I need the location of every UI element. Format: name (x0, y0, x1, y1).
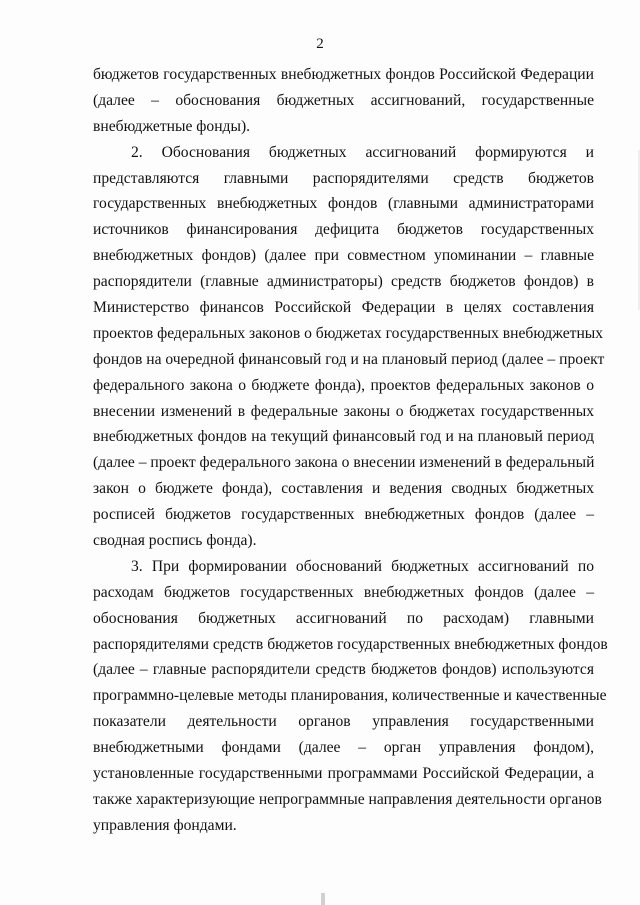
text-line: (далее – обоснования бюджетных ассигнований, государственные (93, 91, 594, 109)
text-line: также характеризующие непрограммные направления деятельности органов (93, 790, 602, 808)
paragraph (93, 554, 608, 839)
text-line: внебюджетные фонды). (93, 117, 251, 135)
text-line: распорядители (главные администраторы) средств бюджетов фондов) в (93, 273, 594, 291)
text-line: бюджетов государственных внебюджетных фондов Российской Федерации (93, 66, 594, 83)
text-line: распорядителями средств бюджетов государственных внебюджетных фондов (93, 635, 608, 653)
text-line: внесении изменений в федеральные законы о бюджетах государственных (93, 402, 594, 420)
text-line: управления фондами. (93, 816, 237, 834)
text-line: Министерство финансов Российской Федерации в целях составления (93, 299, 594, 317)
text-line: сводная роспись фонда). (93, 532, 257, 550)
paragraph (93, 140, 605, 554)
text-line: росписей бюджетов государственных внебюджетных фондов (далее – (93, 506, 594, 524)
text-line: программно-целевые методы планирования, количественные и качественные (93, 687, 607, 705)
text-line: государственных внебюджетных фондов (главными администраторами (93, 195, 594, 213)
scan-artifact (321, 893, 325, 905)
text-line: (далее – главные распорядители средств бюджетов фондов) используются (93, 661, 594, 679)
text-line: закон о бюджете фонда), составления и ведения сводных бюджетных (93, 480, 594, 498)
text-line: фондов на очередной финансовый год и на плановый период (далее – проект (93, 350, 605, 368)
paragraph (93, 62, 594, 140)
text-line: проектов федеральных законов о бюджетах государственных внебюджетных (93, 324, 604, 342)
text-line: представляются главными распорядителями средств бюджетов (93, 169, 594, 187)
document-body (93, 62, 608, 839)
text-line: федерального закона о бюджете фонда), проектов федеральных законов о (93, 376, 594, 394)
text-line: источников финансирования дефицита бюджетов государственных (93, 221, 594, 239)
text-line: внебюджетных фондов) (далее при совместном упоминании – главные (93, 247, 594, 265)
text-line: 3. При формировании обоснований бюджетных ассигнований по (131, 557, 594, 575)
text-line: установленные государственными программами Российской Федерации, а (93, 765, 594, 783)
text-line: показатели деятельности органов управления государственными (93, 713, 594, 731)
text-line: обоснования бюджетных ассигнований по расходам) главными (93, 609, 594, 627)
text-line: расходам бюджетов государственных внебюджетных фондов (далее – (93, 583, 594, 601)
text-line: внебюджетных фондов на текущий финансовый год и на плановый период (93, 428, 594, 446)
text-line: внебюджетными фондами (далее – орган управления фондом), (93, 739, 594, 757)
text-line: 2. Обоснования бюджетных ассигнований формируются и (131, 143, 594, 161)
text-line: (далее – проект федерального закона о внесении изменений в федеральный (93, 454, 595, 472)
page-number: 2 (316, 36, 324, 52)
